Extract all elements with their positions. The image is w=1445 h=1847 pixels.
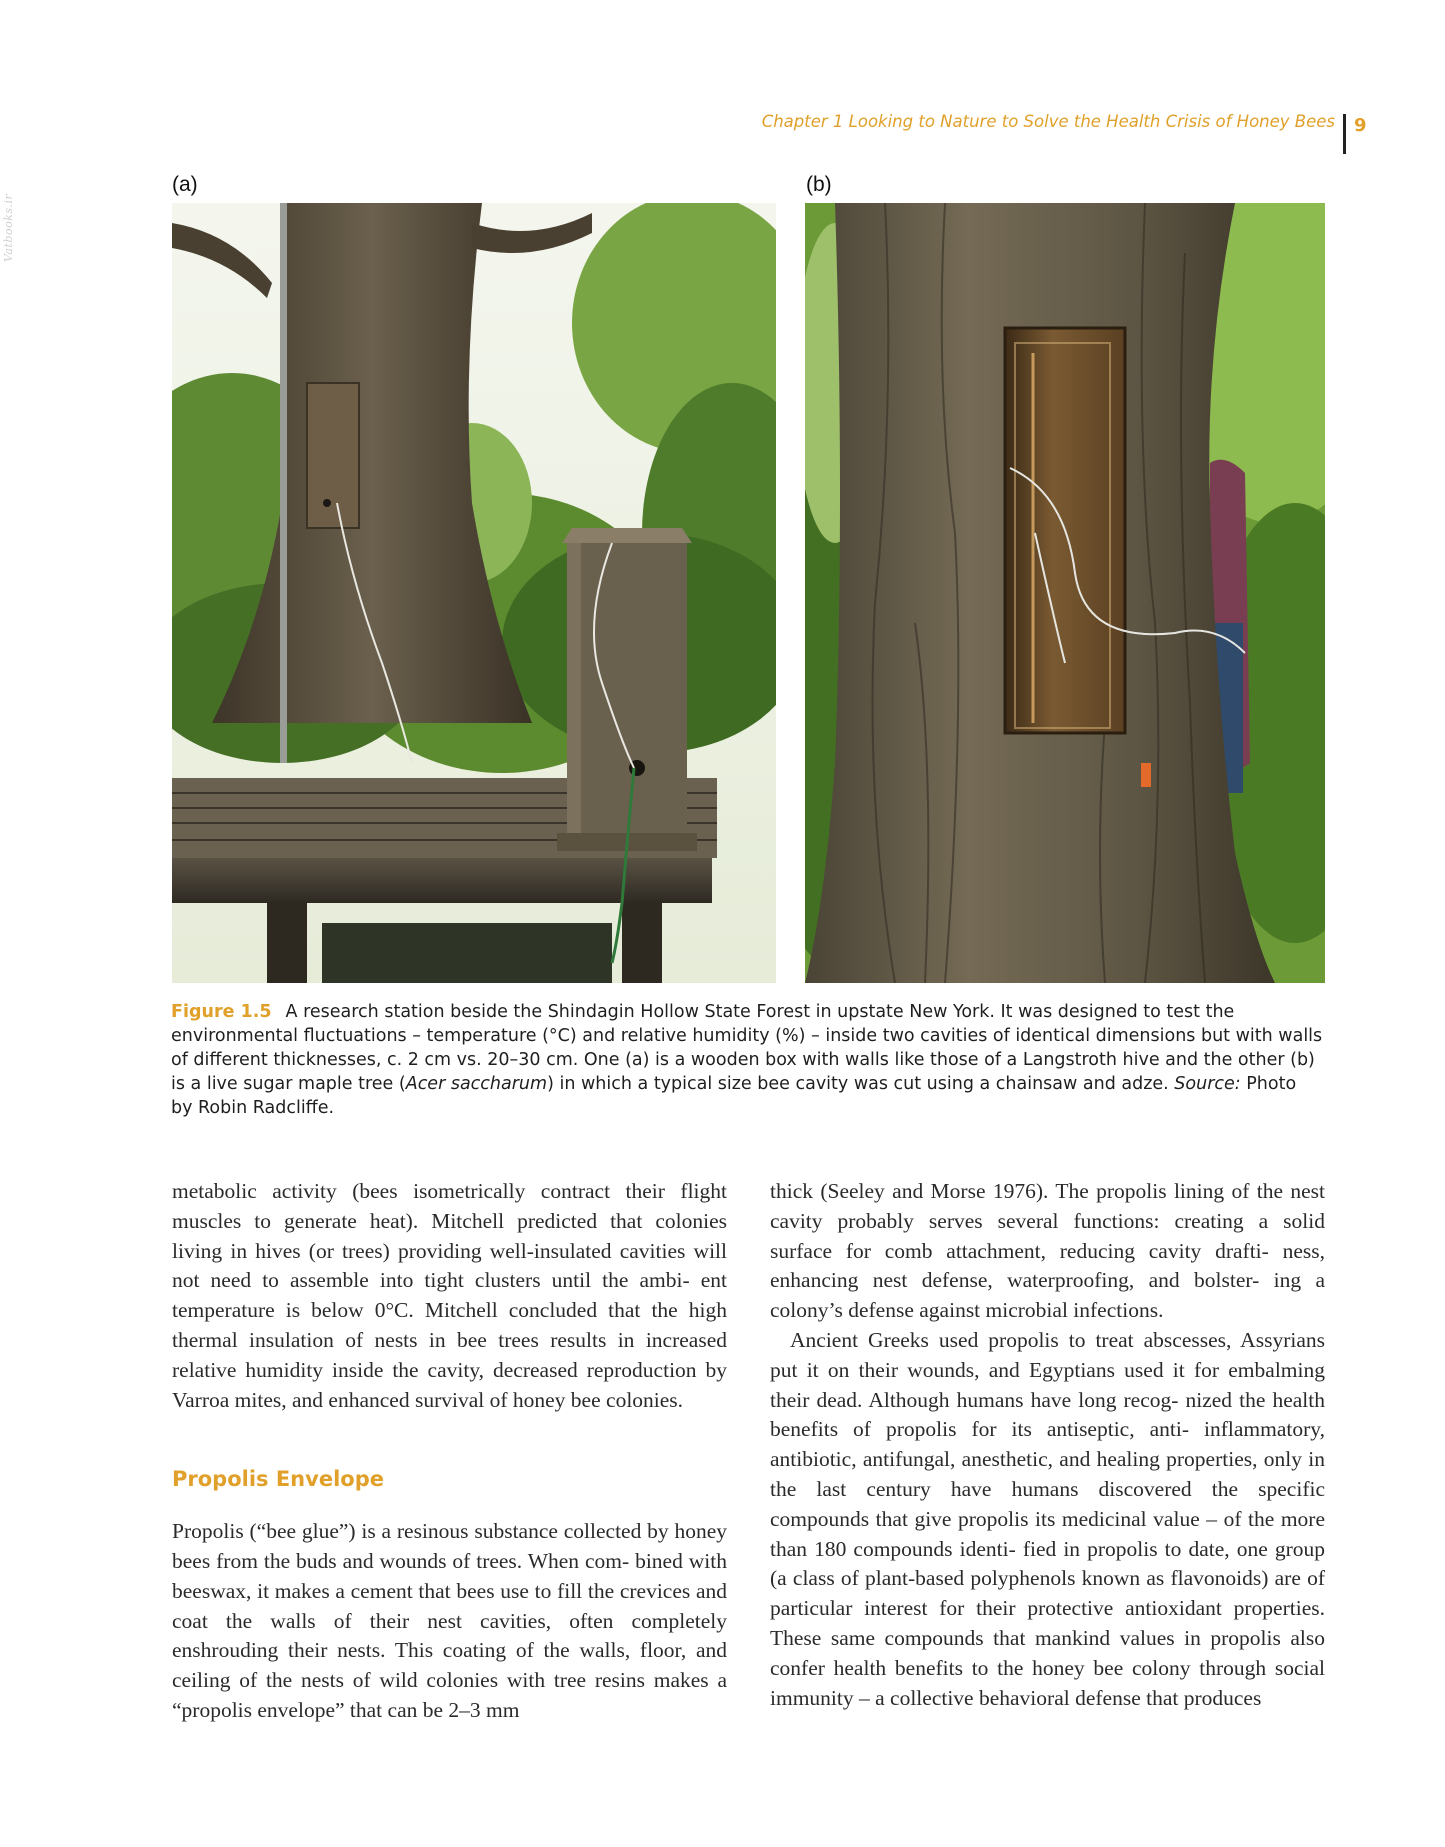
body-paragraph: Propolis (“bee glue”) is a resinous substance collected by honey bees from the buds and wounds of trees. When com- bined with beeswax, it makes a cement that bees use to fill the crevices and coat the walls of their nest cavities, often completely enshrouding their nests. This coating of the walls, floor, and ceiling of the nests of wild colonies with tree resins makes a “propolis envelope” that can be 2–3 mm: [172, 1519, 727, 1722]
body-paragraph: thick (Seeley and Morse 1976). The propolis lining of the nest cavity probably serves several functions: creating a solid surface for comb attachment, reducing cavity drafti- ness, enhancing nest defense, waterproofing, and bolster- ing a colony’s defense against microbial infections.: [770, 1179, 1325, 1323]
panel-a-label: (a): [172, 173, 198, 196]
running-header: Chapter 1 Looking to Nature to Solve the Health Crisis of Honey Bees: [761, 112, 1335, 131]
watermark: Vatbooks.ir: [2, 193, 15, 262]
caption-source-text: Photo by Robin Radcliffe.: [171, 1074, 1297, 1118]
header-rule: [1343, 114, 1346, 154]
page-number: 9: [1354, 115, 1367, 136]
left-column: [172, 1177, 727, 1726]
photo-b-sugar-maple-cavity: [805, 203, 1325, 983]
right-column: [770, 1177, 1325, 1713]
caption-source-label: Source:: [1174, 1074, 1241, 1094]
figure-label: Figure 1.5: [171, 1002, 272, 1022]
figure-caption: [171, 1000, 1323, 1120]
section-heading: Propolis Envelope: [172, 1467, 384, 1492]
panel-b-label: (b): [806, 173, 832, 196]
caption-species: Acer saccharum: [405, 1074, 548, 1094]
caption-text-1: A research station beside the Shindagin Hollow State Forest in upstate New York. It was designed to test the environmental fluctuations – temperature (°C) and relative humidity (%) – inside two cavities of identical dimensions but with walls of different thicknesses, c. 2 cm vs. 20–30 cm. One (a) is a wooden box with walls like those of a Langstroth hive and the other (b) is a live sugar maple tree (: [171, 1002, 1323, 1094]
body-paragraph: metabolic activity (bees isometrically contract their flight muscles to generate heat). Mitchell predicted that colonies living in hives (or trees) providing well-insulated cavities will not need to assemble into tight clusters until the ambi- ent temperature is below 0°C. Mitchell concluded that the high thermal insulation of nests in bee trees results in increased relative humidity inside the cavity, decreased reproduction by Varroa mites, and enhanced survival of honey bee colonies.: [172, 1179, 727, 1412]
caption-text-2: ) in which a typical size bee cavity was cut using a chainsaw and adze.: [547, 1074, 1175, 1094]
body-paragraph: Ancient Greeks used propolis to treat abscesses, Assyrians put it on their wounds, and Egyptians used it for embalming their dead. Although humans have long recog- nized the health benefits of propolis for its antiseptic, anti- inflammatory, antibiotic, antifungal, anesthetic, and healing properties, only in the last century have humans discovered the specific compounds that give propolis its medicinal value – of the more than 180 compounds identi- fied in propolis to date, one group (a class of plant-based polyphenols known as flavonoids) are of particular interest for their protective antioxidant properties. These same compounds that mankind values in propolis also confer health benefits to the honey bee colony through social immunity – a collective behavioral defense that produces: [770, 1327, 1325, 1710]
photo-a-research-station: [172, 203, 776, 983]
